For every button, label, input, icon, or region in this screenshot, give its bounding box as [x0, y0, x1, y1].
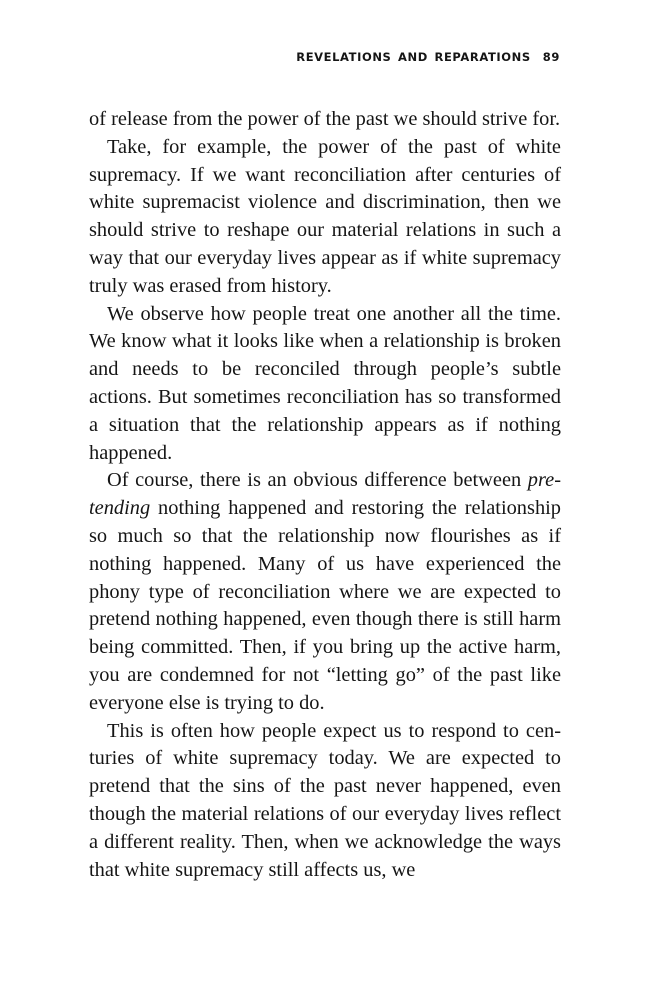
paragraph-continuation: of release from the power of the past we should strive for.	[89, 108, 561, 130]
paragraph-white-supremacy-example: Take, for example, the power of the past of white supremacy. If we want reconciliation after centuries of white supremacist violence and discrimination, then we should strive to reshape our material relations in such a way that our everyday lives appear as if white supremacy truly was erased from history.	[89, 135, 561, 297]
italic-emphasis: pretending	[89, 469, 561, 520]
running-title: REVELATIONS AND REPARATIONS	[296, 50, 531, 64]
paragraph-pretending-difference	[89, 467, 561, 717]
running-head	[296, 50, 560, 64]
page-number: 89	[542, 50, 560, 64]
paragraph-text-start: Of course, there is an obvious difference between	[107, 469, 528, 492]
paragraph-centuries-response: This is often how people expect us to respond to centuries of white supremacy today. We are expected to pretend that the sins of the past never happened, even though the material relations of our everyday lives reflect a different reality. Then, when we acknowledge the ways that white supremacy still affects us, we	[89, 719, 561, 881]
paragraph-text-end: nothing happened and restoring the relationship so much so that the relationship now flourishes as if nothing happened. Many of us have experienced the phony type of reconciliation where we are expected to pretend nothing happened, even though there is still harm being committed. Then, if you bring up the active harm, you are condemned for not “letting go” of the past like everyone else is trying to do.	[89, 497, 561, 714]
page-body	[89, 106, 561, 884]
paragraph-observe-relationships: We observe how people treat one another all the time. We know what it looks like when a relationship is broken and needs to be reconciled through people’s subtle actions. But sometimes reconciliation has so transformed a situation that the relationship appears as if nothing happened.	[89, 302, 561, 464]
